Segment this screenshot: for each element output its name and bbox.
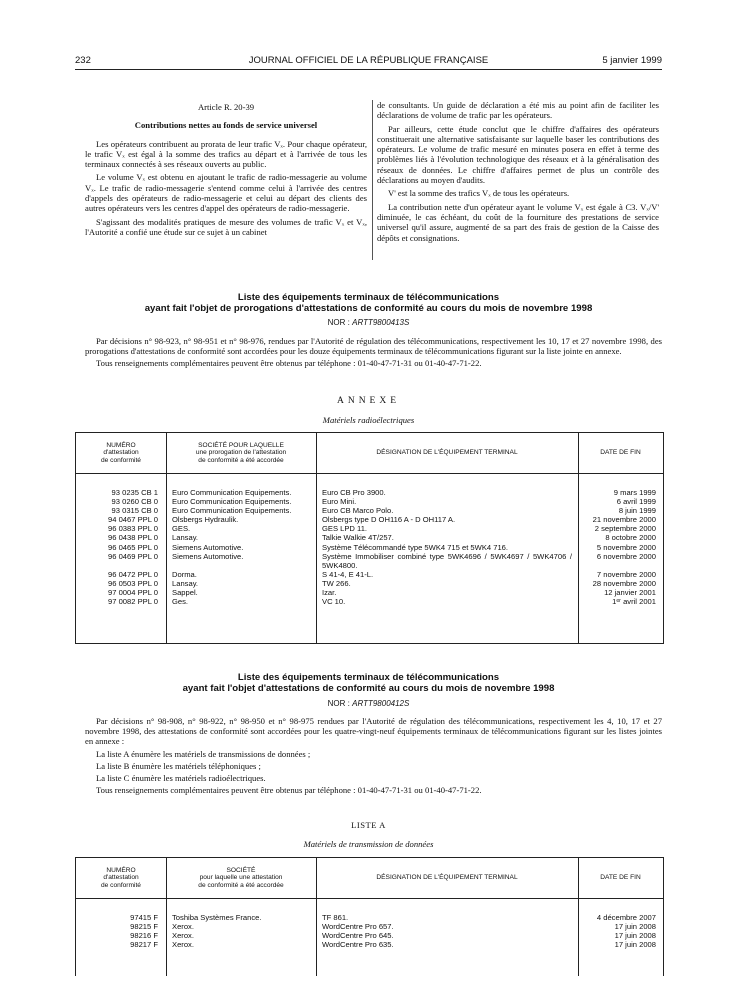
table-row — [76, 940, 663, 949]
liste-heading: LISTE A — [351, 820, 386, 830]
table-row — [76, 515, 663, 524]
table-row — [76, 579, 663, 588]
cell-number: 98217 F — [130, 940, 158, 950]
cell-number: 98215 F — [130, 922, 158, 932]
cell-company: Xerox. — [172, 922, 194, 932]
cell-number: 93 0260 CB 0 — [111, 497, 158, 507]
journal-title: JOURNAL OFFICIEL DE LA RÉPUBLIQUE FRANÇAISE — [248, 55, 489, 66]
table-row — [76, 524, 663, 533]
article-paragraph: V' est la somme des trafics Vₓ de tous les opérateurs. — [388, 188, 570, 199]
cell-designation: Système Télécommandé type 5WK4 715 et 5WK4 716. — [322, 542, 509, 552]
cell-company: Dorma. — [172, 570, 197, 580]
cell-end-date: 21 novembre 2000 — [592, 515, 656, 525]
cell-number: 97 0004 PPL 0 — [108, 588, 158, 598]
cell-number: 96 0503 PPL 0 — [108, 579, 158, 589]
cell-end-date: 17 juin 2008 — [614, 922, 656, 932]
annexe-subtitle: Matériels radioélectriques — [322, 415, 415, 425]
cell-end-date: 8 octobre 2000 — [605, 533, 656, 543]
section2-paragraph: La liste A énumère les matériels de transmissions de données ; — [96, 748, 311, 759]
cell-designation: Euro CB Pro 3900. — [322, 488, 386, 497]
nor-code: ARTT9800413S — [352, 318, 410, 327]
article-paragraph: S'agissant des modalités pratiques de mesure des volumes de trafic Vₓ et Vₓ, l'Autorité a confié une étude sur ce sujet à un cabinet — [85, 216, 367, 237]
table-row — [76, 597, 663, 606]
cell-company: GES. — [172, 524, 191, 534]
cell-designation: TF 861. — [322, 913, 349, 922]
cell-company: Ges. — [172, 597, 189, 607]
section2-title-line2: ayant fait l'objet d'attestations de conformité au cours du mois de novembre 1998 — [182, 683, 555, 694]
article-paragraph: de consultants. Un guide de déclaration a été mis au point afin de faciliter les déclarations de volume de trafic par les opérateurs. — [377, 100, 659, 121]
section1-title-line1: Liste des équipements terminaux de télécommunications — [237, 292, 500, 303]
article-left-column — [85, 100, 367, 240]
table-row — [76, 552, 663, 570]
cell-number: 97415 F — [130, 913, 158, 922]
cell-company: Siemens Automotive. — [172, 551, 244, 561]
article-title: Article R. 20-39 — [197, 102, 255, 112]
cell-designation: Euro CB Marco Polo. — [322, 506, 394, 516]
header-rule — [75, 69, 662, 70]
section2-body — [85, 716, 662, 797]
cell-end-date: 8 juin 1999 — [618, 506, 656, 516]
cell-end-date: 17 juin 2008 — [614, 931, 656, 941]
section2-title — [75, 672, 662, 694]
cell-company: Euro Communication Equipements. — [172, 488, 292, 497]
cell-company: Lansay. — [172, 579, 199, 589]
cell-number: 94 0467 PPL 0 — [108, 515, 158, 525]
cell-designation: WordCentre Pro 635. — [322, 940, 394, 950]
table-row — [76, 931, 663, 940]
section2-paragraph: La liste C énumère les matériels radioélectriques. — [96, 773, 266, 784]
cell-end-date: 5 novembre 2000 — [596, 542, 656, 552]
table-row — [76, 922, 663, 931]
cell-number: 96 0469 PPL 0 — [108, 551, 158, 561]
cell-company: Euro Communication Equipements. — [172, 497, 292, 507]
annexe-heading: ANNEXE — [336, 396, 401, 406]
section1-paragraph: Tous renseignements complémentaires peuvent être obtenus par téléphone : 01-40-47-71-31 ou 01-40-47-71-22. — [96, 358, 482, 369]
table-body — [76, 474, 663, 606]
nor-code: ARTT9800412S — [352, 699, 410, 708]
cell-number: 93 0315 CB 0 — [111, 506, 158, 516]
cell-number: 97 0082 PPL 0 — [108, 597, 158, 607]
cell-end-date: 7 novembre 2000 — [596, 570, 656, 580]
cell-company: Euro Communication Equipements. — [172, 506, 292, 516]
cell-company: Olsbergs Hydraulik. — [172, 515, 239, 525]
section2-nor — [75, 699, 662, 708]
cell-designation: Izar. — [322, 588, 337, 598]
table-row — [76, 488, 663, 497]
cell-end-date: 1ᵉʳ avril 2001 — [612, 597, 656, 607]
cell-designation: VC 10. — [322, 597, 346, 607]
col-header-number: NUMÉRO d'attestation de conformité — [101, 441, 141, 464]
col-header-end-date: DATE DE FIN — [600, 874, 641, 882]
table-row — [76, 588, 663, 597]
article-right-column — [377, 100, 659, 246]
cell-number: 98216 F — [130, 931, 158, 941]
cell-end-date: 12 janvier 2001 — [604, 588, 656, 598]
cell-designation: S 41-4, E 41-L. — [322, 570, 374, 580]
cell-number: 96 0472 PPL 0 — [108, 570, 158, 580]
section1-paragraph: Par décisions n° 98-923, n° 98-951 et n° 98-976, rendues par l'Autorité de régulation des télécommunications, respectivement les 10, 17 et 27 novembre 1998, des prorogations d'attestations de conformité sont accordées pour les douze équipements terminaux de télécommunications figurant sur la liste jointe en annexe. — [85, 336, 662, 357]
liste-a-table — [75, 857, 664, 976]
table-row — [76, 913, 663, 922]
table-header — [76, 858, 663, 899]
nor-label: NOR : — [327, 699, 353, 708]
cell-company: Siemens Automotive. — [172, 542, 244, 552]
table-row — [76, 497, 663, 506]
section1-title-line2: ayant fait l'objet de prorogations d'attestations de conformité au cours du mois de novembre 1998 — [144, 303, 593, 314]
cell-company: Sappel. — [172, 588, 198, 598]
section2-title-line1: Liste des équipements terminaux de télécommunications — [237, 672, 500, 683]
table-row — [76, 506, 663, 515]
cell-company: Toshiba Systèmes France. — [172, 913, 262, 922]
table-row — [76, 570, 663, 579]
cell-designation: TW 266. — [322, 579, 351, 589]
section1-title — [75, 292, 662, 314]
cell-end-date: 28 novembre 2000 — [592, 579, 656, 589]
cell-number: 96 0383 PPL 0 — [108, 524, 158, 534]
cell-company: Xerox. — [172, 931, 194, 941]
cell-number: 96 0465 PPL 0 — [108, 542, 158, 552]
cell-end-date: 4 décembre 2007 — [596, 913, 656, 922]
col-header-company: SOCIÉTÉ pour laquelle une attestation de conformité a été accordée — [198, 866, 284, 889]
cell-end-date: 6 novembre 2000 — [596, 551, 656, 561]
article-paragraph: Par ailleurs, cette étude conclut que le chiffre d'affaires des opérateurs constituerait une alternative satisfaisante sur laquelle baser les contributions des opérateurs. Le volume de trafic mesuré en minutes posera en effet à terme des problèmes liés à l'évolution technologique des réseaux et à la généralisation des réseaux de données. Le chiffre d'affaires permet de plus un contrôle des déclarations au moyen d'audits. — [377, 123, 659, 186]
col-header-designation: DÉSIGNATION DE L'ÉQUIPEMENT TERMINAL — [376, 449, 518, 457]
col-header-end-date: DATE DE FIN — [600, 449, 641, 457]
cell-designation: Euro Mini. — [322, 497, 357, 507]
issue-date: 5 janvier 1999 — [602, 55, 662, 66]
cell-end-date: 6 avril 1999 — [616, 497, 656, 507]
liste-subtitle: Matériels de transmission de données — [303, 839, 434, 849]
column-divider — [372, 100, 373, 260]
cell-designation: GES LPD 11. — [322, 524, 368, 534]
table-row — [76, 533, 663, 542]
annexe-table — [75, 432, 664, 644]
section2-paragraph: Par décisions n° 98-908, n° 98-922, n° 98-950 et n° 98-975 rendues par l'Autorité de régulation des télécommunications, respectivement les 4, 10, 17 et 27 novembre 1998, des attestations de conformité sont accordées pour les quatre-vingt-neuf équipements terminaux de télécommunications figurant sur les listes jointes en annexe : — [85, 716, 662, 747]
page-header — [75, 55, 662, 69]
article-subtitle: Contributions nettes au fonds de service universel — [134, 120, 318, 131]
cell-number: 96 0438 PPL 0 — [108, 533, 158, 543]
table-body — [76, 899, 663, 949]
section1-nor — [75, 318, 662, 327]
section2-paragraph: La liste B énumère les matériels téléphoniques ; — [96, 760, 261, 771]
section2-paragraph: Tous renseignements complémentaires peuvent être obtenus par téléphone : 01-40-47-71-31 ou 01-40-47-71-22. — [96, 785, 482, 796]
article-paragraph: Le volume Vₓ est obtenu en ajoutant le trafic de radio-messagerie au volume Vₓ. Le trafic de radio-messagerie s'entend comme celui à l'arrivée des centres d'appels des opérateurs de radio-messagerie et celui au départ des clients des autres opérateurs vers les centres d'appel des opérateurs de radio-messagerie. — [85, 172, 367, 214]
col-header-company: SOCIÉTÉ POUR LAQUELLE une prorogation de l'attestation de conformité a été accordée — [195, 441, 287, 464]
article-paragraph: Les opérateurs contribuent au prorata de leur trafic Vₓ. Pour chaque opérateur, le trafic Vₓ est égal à la somme des trafics au départ et à l'arrivée de tous les terminaux connectés à ses réseaux ouverts au public. — [85, 138, 367, 170]
table-row — [76, 543, 663, 552]
section1-body — [85, 336, 662, 371]
cell-designation: Olsbergs type D OH116 A - D OH117 A. — [322, 515, 456, 525]
article-paragraph: La contribution nette d'un opérateur ayant le volume Vₓ est égale à C3. Vₓ/V' diminuée, le cas échéant, du coût de la fourniture des prestations de service universel qu'il assure, augmenté de sa part des frais de gestion de la Caisse des dépôts et consignations. — [377, 201, 659, 243]
col-header-designation: DÉSIGNATION DE L'ÉQUIPEMENT TERMINAL — [376, 874, 518, 882]
cell-end-date: 2 septembre 2000 — [594, 524, 656, 534]
cell-number: 93 0235 CB 1 — [111, 488, 158, 497]
cell-designation: WordCentre Pro 657. — [322, 922, 394, 932]
col-header-number: NUMÉRO d'attestation de conformité — [101, 866, 141, 889]
cell-end-date: 9 mars 1999 — [613, 488, 656, 497]
cell-designation: Talkie Walkie 4T/257. — [322, 533, 394, 543]
cell-company: Xerox. — [172, 940, 194, 950]
cell-end-date: 17 juin 2008 — [614, 940, 656, 950]
cell-designation: Système Immobiliser combiné type 5WK4696 / 5WK4697 / 5WK4706 / 5WK4800. — [322, 551, 572, 570]
cell-designation: WordCentre Pro 645. — [322, 931, 394, 941]
page-number: 232 — [75, 55, 91, 66]
nor-label: NOR : — [327, 318, 353, 327]
table-header — [76, 433, 663, 474]
cell-company: Lansay. — [172, 533, 199, 543]
